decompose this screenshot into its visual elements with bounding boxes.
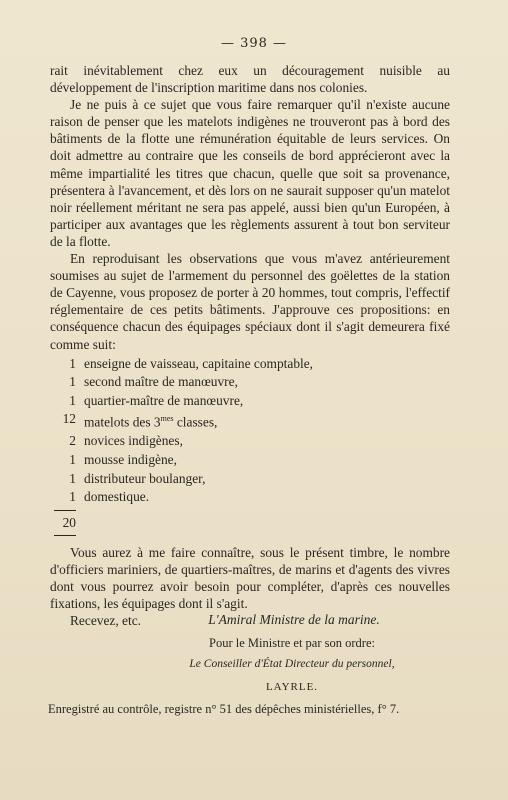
list-item: [50, 451, 450, 470]
crew-qty: 1: [69, 489, 76, 505]
list-item: [50, 470, 450, 489]
crew-role: second maître de manœuvre,: [84, 374, 238, 390]
crew-role: distributeur boulanger,: [84, 470, 206, 486]
crew-role: mousse indigène,: [84, 452, 177, 468]
crew-qty: 1: [69, 470, 76, 486]
total-rule: [54, 535, 76, 536]
paragraph-1: rait inévitablement chez eux un découragement nuisible au développement de l'inscription maritime dans nos colonies.: [50, 63, 450, 96]
signature-order: Pour le Ministre et par son ordre:: [209, 636, 375, 650]
paragraph-5: Recevez, etc.: [70, 613, 141, 629]
page-number: — 398 —: [220, 36, 288, 51]
list-item: [50, 355, 450, 374]
list-item: [50, 392, 450, 411]
crew-qty: 2: [69, 433, 76, 449]
crew-role: quartier-maître de manœuvre,: [84, 392, 244, 408]
sum-rule: [54, 510, 76, 511]
list-item: [50, 373, 450, 392]
registration-note: Enregistré au contrôle, registre n° 51 des dépêches ministérielles, f° 7.: [48, 702, 400, 716]
list-item: [50, 410, 450, 432]
list-item: [50, 432, 450, 451]
signature-name: LAYRLE.: [265, 681, 319, 693]
paragraph-2: Je ne puis à ce sujet que vous faire remarquer qu'il n'existe aucune raison de penser que les matelots indigènes ne trouveront pas à bord des bâtiments de la flotte une rémunération équitable de leurs services. On doit admettre au contraire que les conseils de bord apprécieront avec la même impartialité les titres que chacun, quelle que soit sa provenance, présentera à l'avancement, et dès lors on ne saurait supposer qu'un matelot noir réellement méritant ne sera pas appelé, aussi bien qu'un Européen, à participer aux avantages que les règlements assurent à tout bon serviteur de la flotte.: [50, 97, 450, 249]
crew-total-row: [50, 514, 450, 532]
crew-role: enseigne de vaisseau, capitaine comptable,: [84, 355, 314, 371]
crew-role: domestique.: [84, 489, 150, 505]
signature-title: L'Amiral Ministre de la marine.: [208, 612, 380, 627]
crew-list: [50, 355, 450, 507]
paragraph-4: Vous aurez à me faire connaître, sous le présent timbre, le nombre d'officiers mariniers, de quartiers-maîtres, de marins et d'agents des vivres dont vous pourrez avoir besoin pour compléter, d'après ces nouvelles fixations, les équipages dont il s'agit.: [50, 544, 450, 612]
paragraph-3: En reproduisant les observations que vous m'avez antérieurement soumises au sujet de l'armement du personnel des goëlettes de la station de Cayenne, vous proposez de porter à 20 hommes, tout compris, l'effectif réglementaire de ces petits bâtiments. J'approuve ces propositions: en conséquence chacun des équipages spéciaux dont il s'agit demeurera fixé comme suit:: [50, 251, 450, 352]
crew-qty: 1: [69, 452, 76, 468]
crew-qty: 12: [62, 411, 76, 427]
list-item: [50, 488, 450, 507]
crew-role-sup: mes: [160, 414, 174, 424]
body-text: [50, 62, 450, 629]
crew-role-post: classes,: [173, 414, 218, 430]
crew-qty: 1: [69, 355, 76, 371]
crew-role-pre: matelots des 3: [84, 414, 161, 430]
crew-qty: 1: [69, 392, 76, 408]
crew-role: [84, 410, 217, 432]
crew-qty: 1: [69, 374, 76, 390]
crew-role: novices indigènes,: [84, 433, 183, 449]
signature-role: Le Conseiller d'État Directeur du personnel,: [189, 658, 395, 670]
crew-total: 20: [62, 514, 76, 530]
